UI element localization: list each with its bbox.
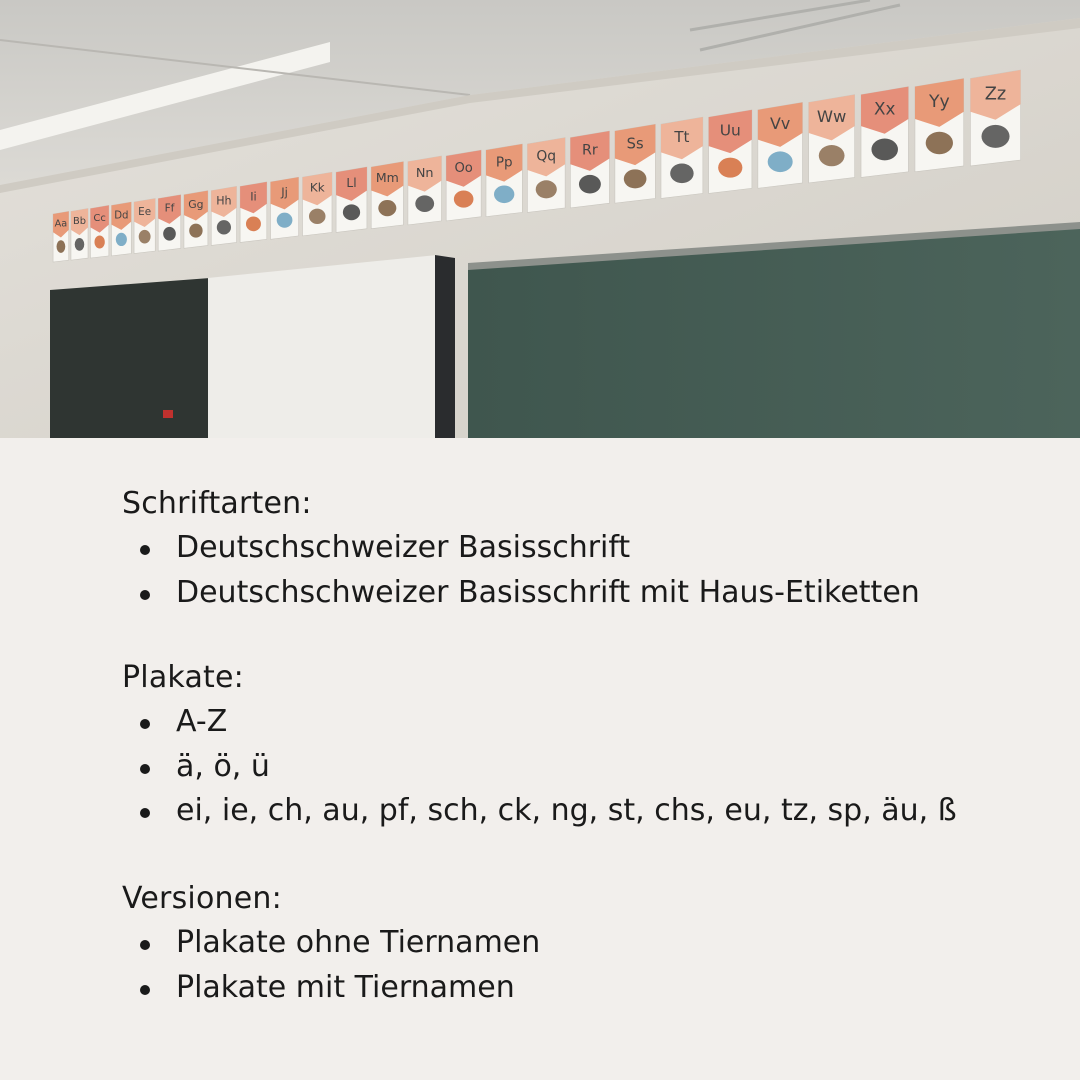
animal-illustration: [116, 233, 127, 246]
section-list: [122, 700, 957, 834]
section-plakate: [122, 656, 957, 834]
animal-illustration: [94, 235, 104, 248]
animal-illustration: [139, 230, 151, 244]
animal-illustration: [277, 213, 293, 228]
classroom-photo-illustration: [0, 0, 1080, 438]
text-panel: [0, 438, 1080, 1080]
bullet-icon: [140, 985, 150, 995]
list-item: ei, ie, ch, au, pf, sch, ck, ng, st, chs, eu, tz, sp, äu, ß: [122, 789, 957, 834]
card-letter: Nn: [415, 166, 434, 182]
card-letter: Rr: [582, 142, 598, 159]
section-heading: Plakate:: [122, 660, 244, 695]
animal-illustration: [718, 158, 742, 178]
bullet-icon: [140, 808, 150, 818]
card-letter: Mm: [375, 170, 399, 186]
animal-illustration: [75, 238, 85, 251]
card-letter: Cc: [93, 213, 106, 225]
list-item: Plakate mit Tiernamen: [122, 966, 540, 1011]
animal-illustration: [494, 186, 514, 204]
indicator-light: [163, 410, 173, 418]
card-letter: Pp: [495, 154, 513, 171]
card-letter: Ii: [250, 189, 257, 204]
list-item: Deutschschweizer Basisschrift: [122, 526, 920, 571]
animal-illustration: [871, 139, 898, 161]
card-letter: Yy: [928, 92, 950, 113]
animal-illustration: [819, 145, 845, 166]
card-letter: Tt: [674, 128, 690, 147]
list-item: Deutschschweizer Basisschrift mit Haus-Etiketten: [122, 571, 920, 616]
card-letter: Ee: [138, 206, 152, 219]
card-letter: Vv: [770, 113, 791, 133]
card-letter: Ff: [164, 201, 175, 215]
bullet-icon: [140, 545, 150, 555]
card-letter: Oo: [454, 160, 473, 176]
section-list: [122, 921, 540, 1010]
card-letter: Jj: [281, 185, 288, 200]
list-item: ä, ö, ü: [122, 745, 957, 790]
card-letter: Uu: [719, 121, 741, 140]
card-letter: Gg: [188, 198, 204, 212]
section-versionen: [122, 877, 540, 1010]
board-frame: [435, 255, 455, 438]
animal-illustration: [536, 180, 557, 198]
classroom-photo: [0, 0, 1080, 438]
left-chalkboard: [50, 278, 210, 438]
animal-illustration: [246, 216, 261, 231]
animal-illustration: [926, 132, 953, 154]
animal-illustration: [217, 220, 231, 234]
animal-illustration: [768, 151, 793, 172]
card-letter: Xx: [873, 98, 896, 119]
animal-illustration: [378, 200, 396, 216]
animal-illustration: [981, 125, 1009, 148]
animal-illustration: [189, 224, 202, 238]
animal-illustration: [309, 209, 325, 224]
card-letter: Ss: [626, 135, 644, 153]
card-letter: Kk: [309, 180, 325, 195]
animal-illustration: [454, 191, 474, 208]
animal-illustration: [579, 175, 601, 194]
section-list: [122, 526, 920, 615]
bullet-icon: [140, 764, 150, 774]
bullet-icon: [140, 719, 150, 729]
card-letter: Ww: [816, 106, 847, 126]
card-letter: Aa: [54, 218, 68, 230]
animal-illustration: [624, 169, 647, 188]
section-heading: Versionen:: [122, 881, 282, 916]
card-letter: Qq: [536, 148, 557, 165]
bullet-icon: [140, 590, 150, 600]
section-heading: Schriftarten:: [122, 486, 312, 521]
card-letter: Bb: [72, 215, 86, 227]
animal-illustration: [670, 164, 693, 184]
card-letter: Zz: [984, 84, 1007, 105]
animal-illustration: [57, 240, 66, 253]
whiteboard: [208, 255, 437, 438]
list-item: A-Z: [122, 700, 957, 745]
bullet-icon: [140, 940, 150, 950]
animal-illustration: [415, 195, 434, 212]
animal-illustration: [343, 204, 360, 220]
animal-illustration: [163, 227, 176, 241]
card-letter: Dd: [114, 210, 129, 222]
section-schriftarten: [122, 482, 920, 615]
card-letter: Ll: [346, 175, 357, 190]
list-item: Plakate ohne Tiernamen: [122, 921, 540, 966]
card-letter: Hh: [216, 194, 232, 208]
